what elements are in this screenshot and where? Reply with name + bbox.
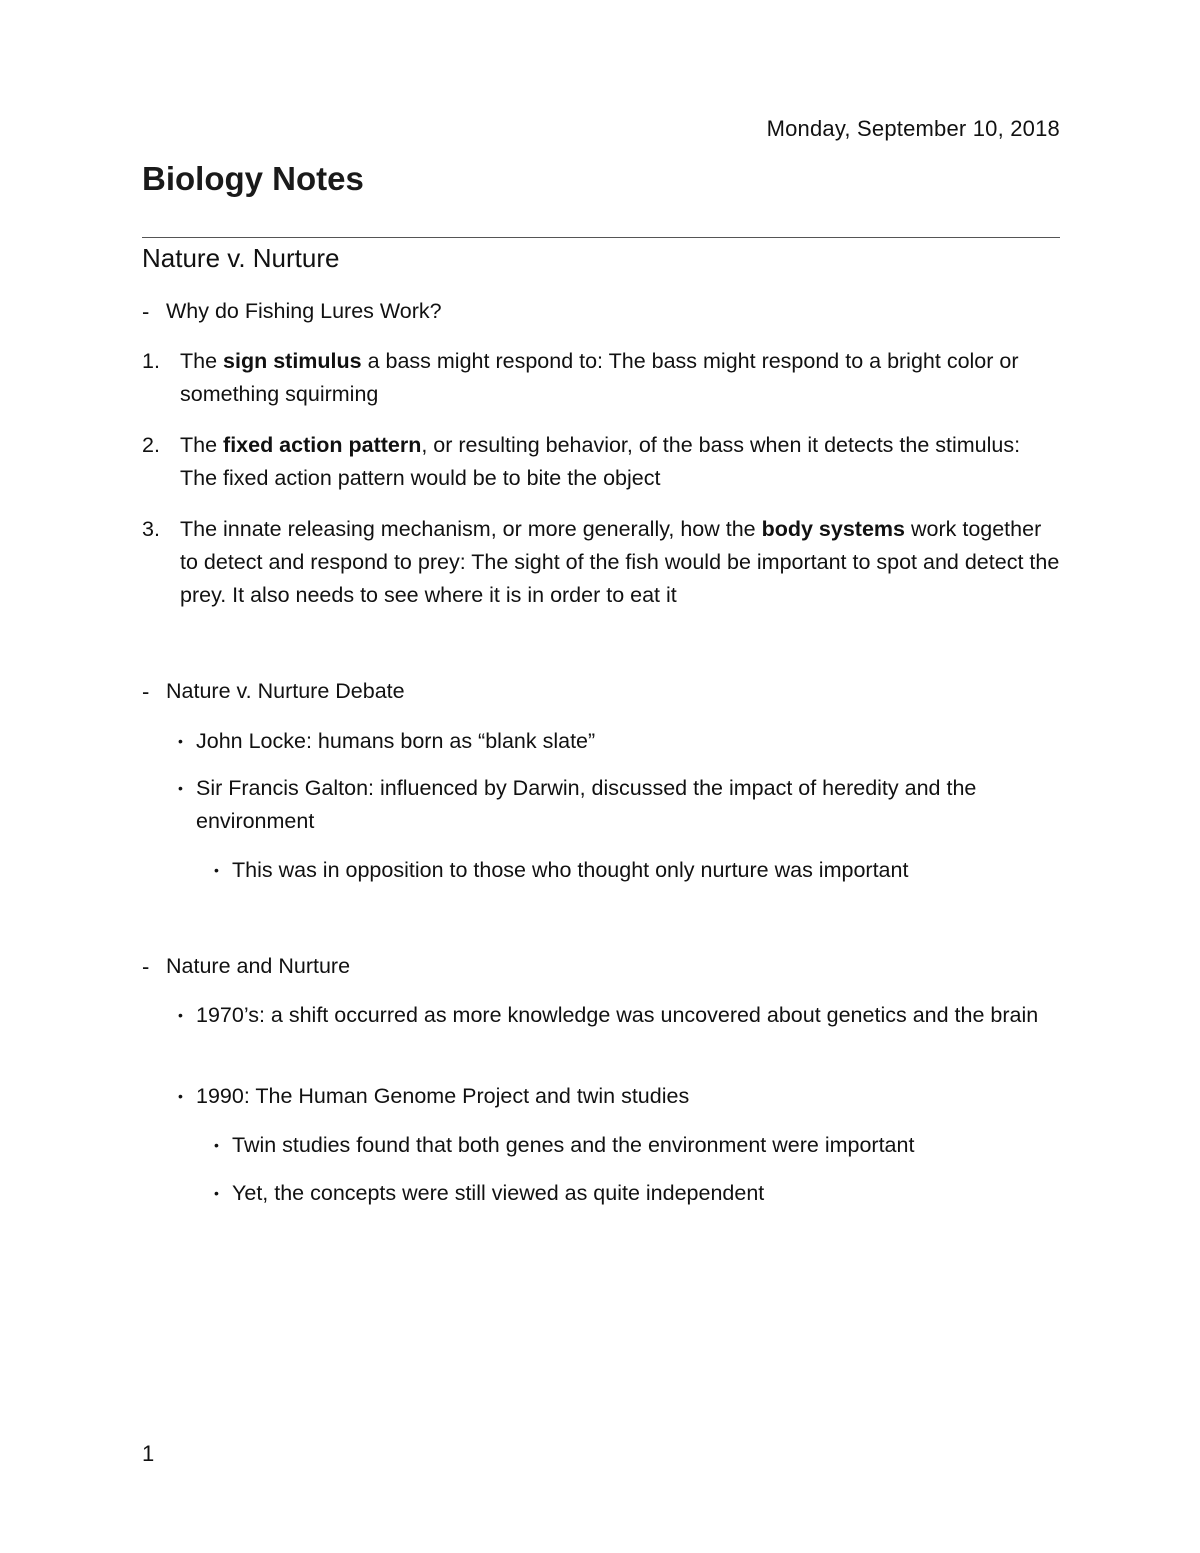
item-text: [180, 429, 1060, 495]
bullet-marker: •: [214, 862, 219, 878]
item-number: 3.: [142, 517, 160, 541]
sub-bullet-item-independent: [212, 1177, 1060, 1210]
bullet-marker: •: [178, 1088, 183, 1104]
bullet-text: Yet, the concepts were still viewed as quite independent: [232, 1181, 765, 1205]
dash-marker: -: [142, 954, 150, 979]
bullet-item-locke: [176, 725, 1060, 758]
item-text-bold: sign stimulus: [223, 349, 362, 373]
item-text-pre: The: [180, 349, 224, 373]
bullet-text: John Locke: humans born as “blank slate”: [196, 729, 596, 753]
bullet-marker: •: [178, 780, 183, 796]
bullet-marker: •: [178, 1007, 183, 1023]
title-divider: [142, 237, 1060, 238]
item-number: 1.: [142, 349, 160, 373]
dash-marker: -: [142, 679, 150, 704]
dash-item-nature-and-nurture: [142, 950, 1060, 983]
bullet-marker: •: [214, 1137, 219, 1153]
page-title: Biology Notes: [142, 160, 364, 197]
bullet-text: This was in opposition to those who thought only nurture was important: [232, 858, 909, 882]
bullet-item-1990: [176, 1080, 1060, 1113]
item-number: 2.: [142, 433, 160, 457]
bullet-text: Twin studies found that both genes and the environment were important: [232, 1133, 915, 1157]
bullet-marker: •: [178, 733, 183, 749]
item-text-bold: body systems: [761, 517, 905, 541]
item-text-post: a bass might respond to: The bass might respond to a bright color or something squirming: [180, 349, 1019, 406]
item-text-post: work together to detect and respond to prey: The sight of the fish would be important to spot and detect the prey. It also needs to see where it is in order to eat it: [180, 517, 1060, 607]
item-text-bold: fixed action pattern: [223, 433, 422, 457]
bullet-text: 1970’s: a shift occurred as more knowledge was uncovered about genetics and the brain: [196, 1003, 1039, 1027]
dash-item-fishing-lures: [142, 295, 1060, 328]
dash-item-debate: [142, 675, 1060, 708]
dash-item-label: Nature and Nurture: [166, 954, 351, 978]
numbered-item-2: [142, 429, 1060, 495]
bullet-item-galton: [176, 772, 1060, 838]
bullet-text: 1990: The Human Genome Project and twin studies: [196, 1084, 690, 1108]
bullet-item-1970s: [176, 999, 1060, 1032]
sub-bullet-item-opposition: [212, 854, 1060, 887]
item-text-pre: The innate releasing mechanism, or more generally, how the: [180, 517, 762, 541]
item-text-post: , or resulting behavior, of the bass when it detects the stimulus: The fixed action pattern would be to bite the object: [180, 433, 1021, 490]
dash-marker: -: [142, 299, 150, 324]
numbered-item-1: [142, 345, 1060, 411]
sub-bullet-item-twin-studies: [212, 1129, 1060, 1162]
item-text: [180, 345, 1060, 411]
dash-item-label: Why do Fishing Lures Work?: [166, 299, 442, 323]
item-text-pre: The: [180, 433, 224, 457]
bullet-marker: •: [214, 1185, 219, 1201]
dash-item-label: Nature v. Nurture Debate: [166, 679, 405, 703]
note-date: Monday, September 10, 2018: [766, 116, 1060, 141]
numbered-item-3: [142, 513, 1060, 612]
section-heading: Nature v. Nurture: [142, 243, 340, 273]
item-text: [180, 513, 1060, 612]
bullet-text: Sir Francis Galton: influenced by Darwin, discussed the impact of heredity and the environment: [196, 776, 977, 833]
page-number: 1: [142, 1441, 155, 1466]
